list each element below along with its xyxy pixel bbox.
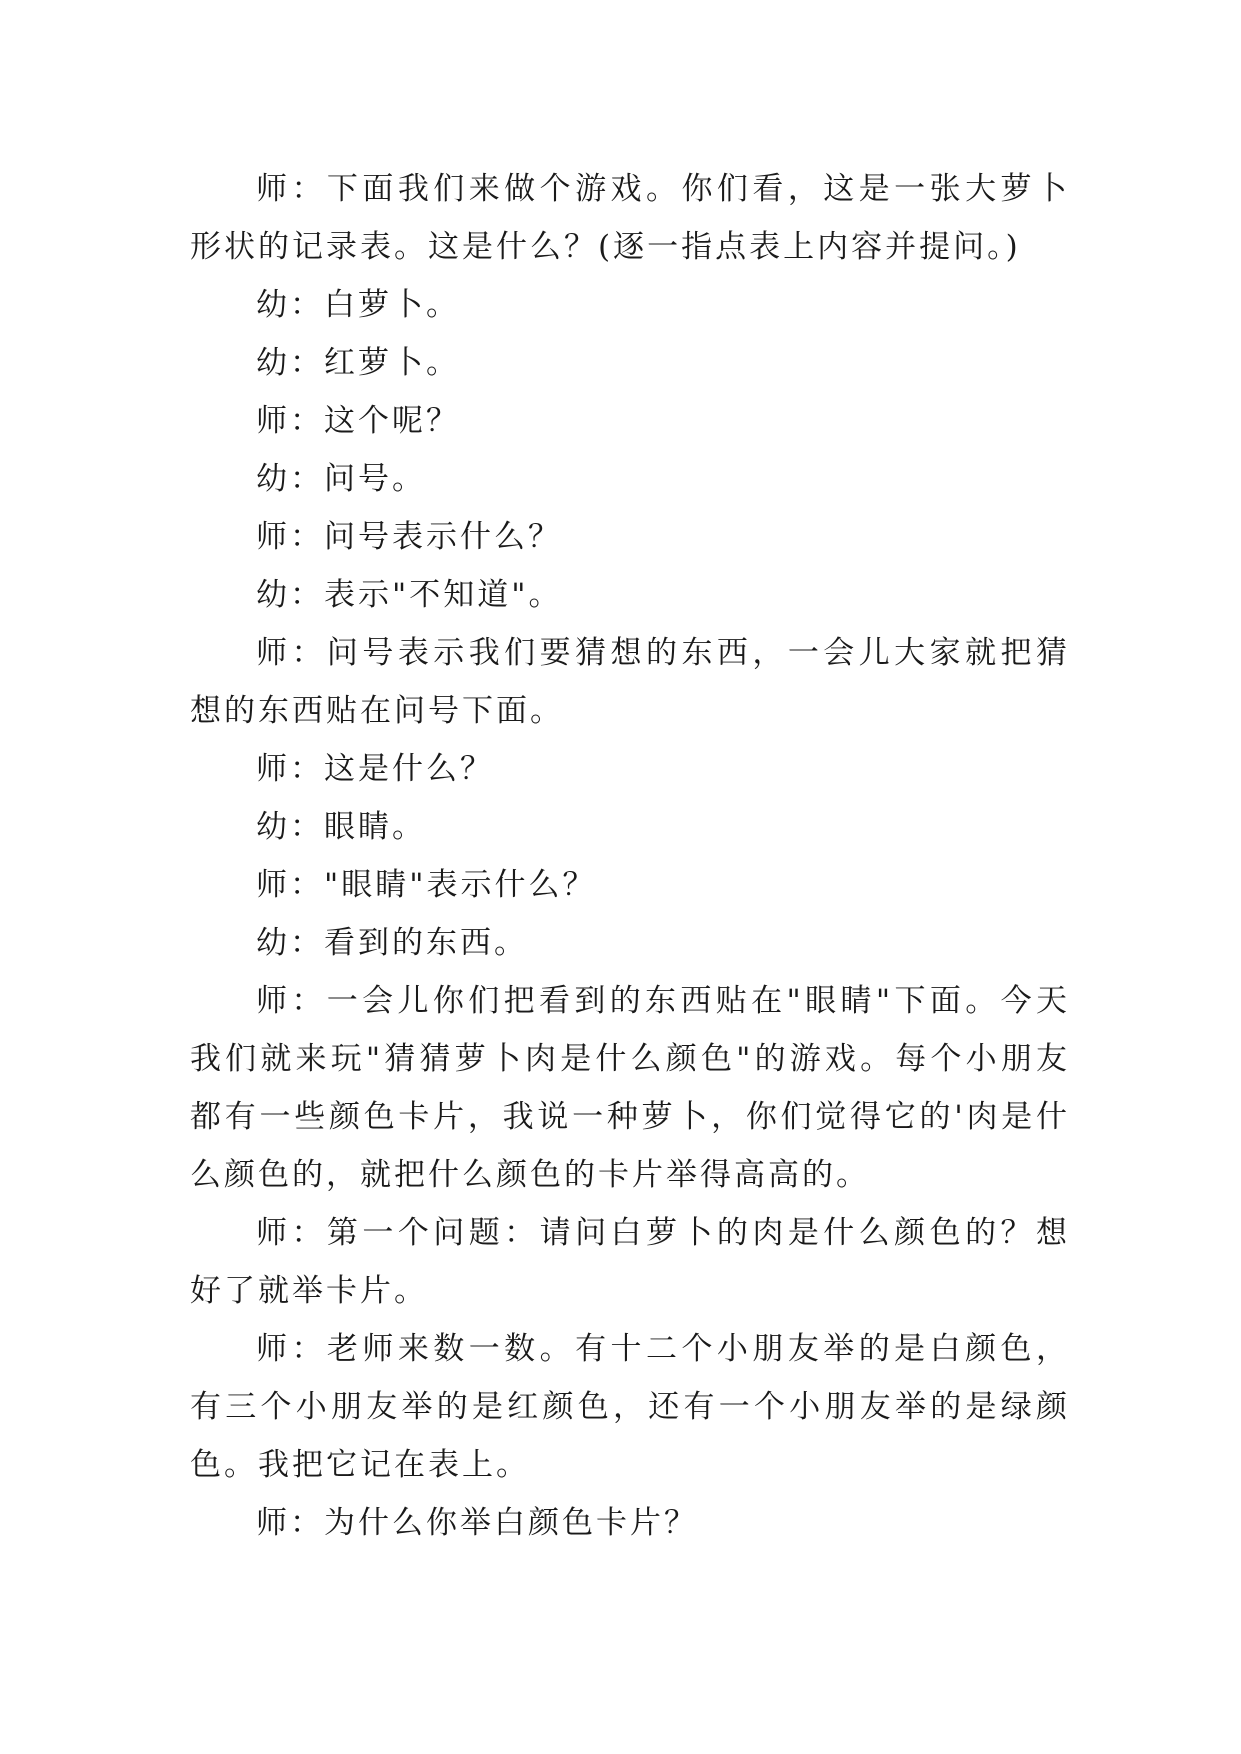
paragraph: 师：这个呢？ <box>256 403 460 439</box>
paragraph: 幼：看到的东西。 <box>256 925 528 961</box>
paragraph: 师：老师来数一数。有十二个小朋友举的是白颜色，有三个小朋友举的是红颜色，还有一个小朋友举的是绿颜色。我把它记在表上。 <box>190 1331 1070 1483</box>
document-body <box>190 160 1070 1552</box>
paragraph: 师：问号表示什么？ <box>256 519 562 555</box>
paragraph: 师：一会儿你们把看到的东西贴在"眼睛"下面。今天我们就来玩"猜猜萝卜肉是什么颜色"的游戏。每个小朋友都有一些颜色卡片，我说一种萝卜，你们觉得它的'肉是什么颜色的，就把什么颜色的卡片举得高高的。 <box>190 983 1070 1193</box>
paragraph: 师：这是什么？ <box>256 751 494 787</box>
paragraph: 师："眼睛"表示什么？ <box>256 867 597 903</box>
paragraph: 幼：白萝卜。 <box>256 287 460 323</box>
paragraph: 幼：问号。 <box>256 461 426 497</box>
paragraph: 幼：表示"不知道"。 <box>256 577 563 613</box>
paragraph: 幼：红萝卜。 <box>256 345 460 381</box>
paragraph: 师：为什么你举白颜色卡片？ <box>256 1505 698 1541</box>
paragraph: 幼：眼睛。 <box>256 809 426 845</box>
paragraph: 师：问号表示我们要猜想的东西，一会儿大家就把猜想的东西贴在问号下面。 <box>190 635 1070 729</box>
paragraph: 师：下面我们来做个游戏。你们看，这是一张大萝卜形状的记录表。这是什么？(逐一指点表上内容并提问。) <box>190 171 1070 265</box>
paragraph: 师：第一个问题：请问白萝卜的肉是什么颜色的？想好了就举卡片。 <box>190 1215 1070 1309</box>
